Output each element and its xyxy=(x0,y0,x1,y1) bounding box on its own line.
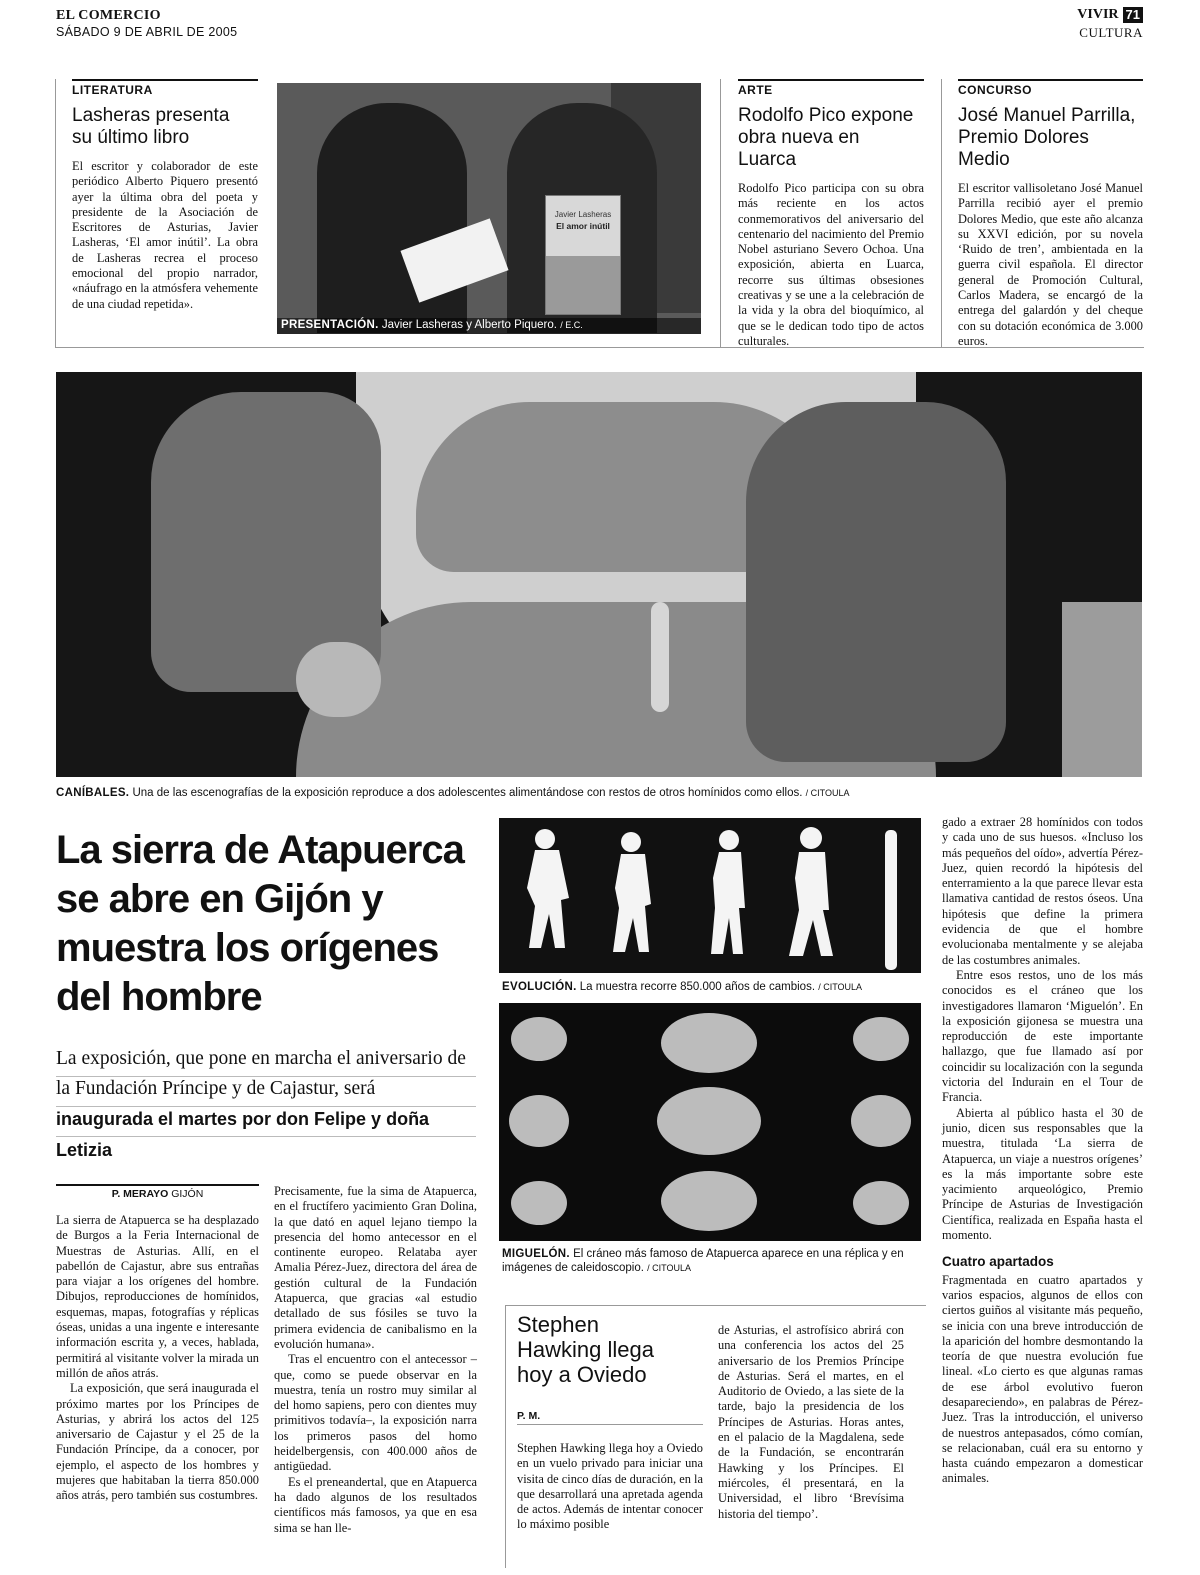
brief-title: Lasheras presenta su último libro xyxy=(72,105,230,148)
skull xyxy=(511,1181,567,1225)
hominid-4-head xyxy=(800,827,822,849)
caption-text: El cráneo más famoso de Atapuerca aparece en una réplica y en imágenes de caleidoscopio. xyxy=(502,1248,904,1274)
person-left xyxy=(317,103,467,333)
photo-caption xyxy=(277,318,701,334)
paragraph: Es el preneandertal, que en Atapuerca ha dado algunos de los resultados científicos más famosos, ya que en esa sima se han lle- xyxy=(274,1474,477,1535)
page-section xyxy=(1077,7,1143,23)
article-col-2 xyxy=(274,1184,477,1536)
brief-body: Rodolfo Pico participa con su obra más reciente en los actos conmemorativos del aniversario del centenario del nacimiento del Premio Nobel asturiano Severo Ochoa. Una exposición, abierta en Luarca, recorre sus últimas obsesiones creativas y se une a la celebración de la vida y la obra del bioquímico, al que se le dedican todo tipo de actos culturales. xyxy=(738,181,924,348)
paragraph: Tras el encuentro con el antecessor –que, como se puede observar en la muestra, tenía un rostro muy similar al del homo sapiens, pero con dientes muy primitivos todavía–, la exposición narra los primeros pasos del homo heidelbergensis, con 400.000 años de antigüedad. xyxy=(274,1352,477,1474)
figure-right xyxy=(746,402,1006,762)
caption-label: EVOLUCIÓN. xyxy=(502,981,577,993)
paragraph: Precisamente, fue la sima de Atapuerca, en el fructífero yacimiento Gran Dolina, la que dató en aquel lejano tiempo la presencia del homo antecessor en el continente europeo. Relataba ayer Amalia Pérez-Juez, directora del área de gestión cultural de la Fundación Atapuerca, que gracias «al estudio detallado de sus fósiles se tuvo la primera evidencia de canibalismo en la evolución humana». xyxy=(274,1184,477,1351)
byline-name: P. MERAYO xyxy=(111,1188,169,1200)
hawking-col-1: Stephen Hawking llega hoy a Oviedo en un vuelo privado para iniciar una visita de cinco días de duración, en la que desarrollará una apretada agenda de actos. Además de intentar conocer lo máximo posible xyxy=(517,1441,703,1532)
caption-credit: / CITOULA xyxy=(818,982,863,992)
main-photo xyxy=(56,372,1142,777)
caption-label: MIGUELÓN. xyxy=(502,1248,570,1260)
book-cover-image xyxy=(546,256,620,314)
paragraph: La exposición, que será inaugurada el próximo martes por los Príncipes de Asturias, y abrirá los actos del 125 aniversario de Cajastur y el 25 de la Fundación Príncipe, da a conocer, por ejemplo, el aspecto de los hombres y mujeres que habitaban la tierra 850.000 años atrás, pero también sus costumbres. xyxy=(56,1381,259,1503)
skull-prop xyxy=(296,642,381,717)
article-col-4 xyxy=(942,815,1143,1487)
brief-title: José Manuel Parrilla, Premio Dolores Medio xyxy=(958,105,1136,170)
kaleidoscope-skulls xyxy=(499,1003,921,1241)
issue-date: SÁBADO 9 DE ABRIL DE 2005 xyxy=(56,25,238,39)
subhead: Cuatro apartados xyxy=(942,1254,1054,1270)
caption-text: Javier Lasheras y Alberto Piquero. xyxy=(381,319,557,331)
brief-arte xyxy=(738,79,924,349)
hominid-1-head xyxy=(535,829,555,849)
deck-rules xyxy=(56,1076,476,1166)
caption-credit: / CITOULA xyxy=(647,1263,691,1273)
hominid-3-body xyxy=(711,852,745,954)
article-col-1 xyxy=(56,1213,259,1504)
skull xyxy=(661,1171,757,1231)
column-divider xyxy=(720,79,721,347)
book-cover xyxy=(545,195,621,315)
hominid-2-body xyxy=(613,854,651,952)
byline-place: GIJÓN xyxy=(171,1188,204,1200)
hominid-4-body xyxy=(789,852,833,956)
paragraph: Entre esos restos, uno de los más conocidos es el cráneo que los investigadores llamaron ‘Miguelón’. En la exposición gijonesa se muestra una reproducción de este importante hallazgo, que fue llamado así por coincidir su localización con la segunda victoria del Indurain en el Tour de Francia. xyxy=(942,967,1143,1105)
hawking-byline: P. M. xyxy=(517,1410,703,1425)
paragraph: gado a extraer 28 homínidos con todos y cada uno de sus huesos. «Incluso los más pequeños del oído», advertía Pérez-Juez, quien recordó la hipótesis del enterramiento a la que parece llevar esta llamativa cantidad de restos óseos. Una hipótesis que define la primera evidencia de que el hombre evolucionaba mentalmente y se alejaba de las costumbres animales. xyxy=(942,815,1143,967)
hominid-2-head xyxy=(621,832,641,852)
page-number: 71 xyxy=(1123,7,1143,23)
caption-credit: / CITOULA xyxy=(805,788,850,798)
brief-literatura xyxy=(72,79,258,312)
hawking-title: Stephen Hawking llega hoy a Oviedo xyxy=(517,1312,654,1387)
evolution-silhouettes xyxy=(499,818,921,973)
skull xyxy=(661,1013,757,1073)
deck-bold: inaugurada el martes por don Felipe y doña Letizia xyxy=(56,1109,430,1160)
article-headline: La sierra de Atapuerca se abre en Gijón y muestra los orígenes del hombre xyxy=(56,828,464,1019)
evolucion-caption xyxy=(502,980,922,994)
caption-label: PRESENTACIÓN. xyxy=(281,319,379,331)
paragraph: La sierra de Atapuerca se ha desplazado de Burgos a la Feria Internacional de Muestras de Asturias. Allí, en el pabellón de Cajastur, abre sus entrañas para viajar a los orígenes del hombre. Dibujos, reproducciones de homínidos, esquemas, mapas, fotografías y réplicas óseas, unidas a una ingente e interesante información escrita y, a veces, hablada, permitirá al visitante volver la mirada un millón de años atrás. xyxy=(56,1213,259,1380)
section-label: ARTE xyxy=(738,79,924,97)
section-label: LITERATURA xyxy=(72,79,258,97)
evolucion-photo xyxy=(499,818,921,973)
brief-body: El escritor y colaborador de este periódico Alberto Piquero presentó ayer la última obra del poeta y presidente de la Asociación de Escritores de Asturias, Javier Lasheras, ‘El amor inútil’. La obra de Lasheras recrea el proceso emocional del propio narrador, «náufrago en la atmósfera vehemente de una ciudad repetida». xyxy=(72,159,258,311)
presentation-photo xyxy=(277,83,701,334)
skull xyxy=(509,1095,569,1147)
paragraph: Fragmentada en cuatro apartados y varios espacios, algunos de ellos con ciertos guiños al visitante más pequeño, se inicia con una breve introducción de la aparición del hombre desmontando la teoría de que nuestra evolución fue lineal. «Lo cierto es que algunas ramas de ese árbol evolutivo fueron desapareciendo», en palabras de Pérez-Juez. Tras la introducción, el universo de nuestros antepasados, cómo comían, se relacionaban, cuál era su entorno y hasta cuándo empezaron a domesticar animales. xyxy=(942,1272,1143,1486)
skull xyxy=(851,1095,911,1147)
column-divider xyxy=(941,79,942,347)
deck-plain: La exposición, que pone en marcha el aniversario de la Fundación Príncipe y de Cajastur, será xyxy=(56,1048,466,1099)
section-name: VIVIR xyxy=(1077,7,1119,22)
skull xyxy=(657,1087,761,1155)
book-title: El amor inútil xyxy=(556,221,610,231)
skull xyxy=(853,1181,909,1225)
brief-concurso xyxy=(958,79,1143,349)
subsection-name: CULTURA xyxy=(1079,25,1143,40)
book-author: Javier Lasheras xyxy=(554,210,612,219)
rock-right xyxy=(1062,602,1142,777)
bone-prop xyxy=(651,602,669,712)
brief-title: Rodolfo Pico expone obra nueva en Luarca xyxy=(738,105,914,170)
brief-body: El escritor vallisoletano José Manuel Parrilla recibió ayer el premio Dolores Medio, que este año alcanza su XXVI edición, por su novela ‘Ruido de tren’, ambientada en la guerra civil española. El director general de Promoción Cultural, Carlos Madera, se encargó de la entrega del galardón y del cheque con su dotación económica de 3.000 euros. xyxy=(958,181,1143,348)
miguelon-caption xyxy=(502,1247,922,1275)
hominid-1-body xyxy=(527,850,569,948)
skull xyxy=(853,1017,909,1061)
hawking-col-2: de Asturias, el astrofísico abrirá con una conferencia los actos del 25 aniversario de los Premios Príncipe de Asturias. Será el martes, en el Auditorio de Oviedo, a las siete de la tarde, bajo la presidencia de los Príncipes de Asturias. Horas antes, en el palacio de la Magdalena, sede de la Fundación, se encontrarán Hawking y los Príncipes. El miércoles, él presentará, en la Universidad, el libro ‘Brevísima historia del tiempo’. xyxy=(718,1323,904,1521)
miguelon-photo xyxy=(499,1003,921,1241)
main-photo-caption xyxy=(56,786,1142,800)
caption-label: CANÍBALES. xyxy=(56,787,130,799)
caption-text: La muestra recorre 850.000 años de cambios. xyxy=(579,981,816,993)
caption-text: Una de las escenografías de la exposición reproduce a dos adolescentes alimentándose con restos de otros homínidos como ellos. xyxy=(132,787,803,799)
article-byline xyxy=(56,1184,259,1200)
hominid-3-head xyxy=(719,830,739,850)
paragraph: Abierta al público hasta el 30 de junio, dicen sus responsables que la muestra, titulada ‘La sierra de Atapuerca, un viaje a nuestros orígenes’ es la más importante sobre este yacimiento arqueológico, Premio Príncipe de Asturias de Investigación Científica, realizada en España hasta el momento. xyxy=(942,1105,1143,1243)
skull xyxy=(511,1017,567,1061)
section-label: CONCURSO xyxy=(958,79,1143,97)
paper-name: EL COMERCIO xyxy=(56,8,161,23)
caption-credit: / E.C. xyxy=(560,320,583,330)
display-panel xyxy=(885,830,897,970)
